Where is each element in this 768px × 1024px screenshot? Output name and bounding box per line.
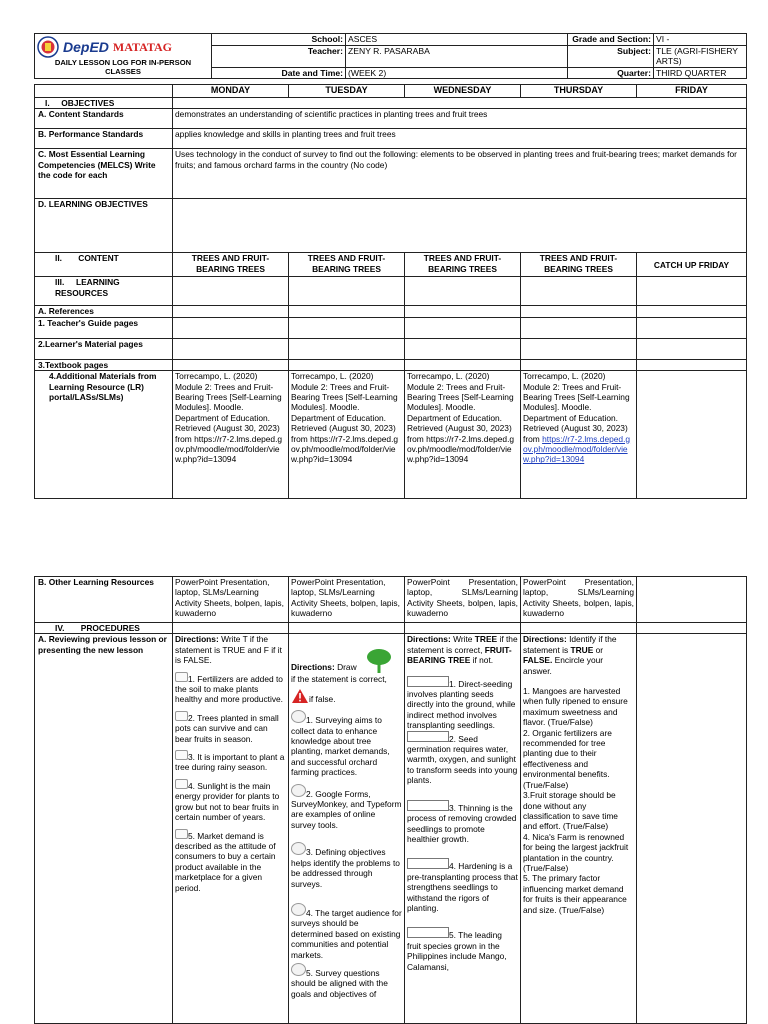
day-friday: FRIDAY (637, 85, 747, 98)
answer-box[interactable] (175, 829, 188, 839)
melcs-label: C. Most Essential Learning Competencies (MELCS) Write the code for each (35, 149, 173, 199)
blank-corner (35, 85, 173, 98)
answer-line[interactable] (407, 927, 449, 938)
teachers-guide-label: 1. Teacher's Guide pages (35, 317, 173, 338)
content-tuesday: TREES AND FRUIT-BEARING TREES (289, 253, 405, 277)
subject-value: TLE (AGRI-FISHERY ARTS) (654, 45, 747, 67)
grade-label: Grade and Section: (568, 34, 654, 46)
additional-materials-label: 4.Additional Materials from Learning Resource (LR) portal/LASs/SLMs) (35, 371, 173, 499)
deped-seal-icon (37, 36, 59, 58)
date-value: (WEEK 2) (346, 67, 568, 79)
content-thursday: TREES AND FRUIT-BEARING TREES (521, 253, 637, 277)
answer-circle[interactable] (291, 963, 306, 976)
objectives-heading: I. OBJECTIVES (35, 98, 173, 109)
log-title: DAILY LESSON LOG FOR IN-PERSON CLASSES (54, 58, 192, 76)
references-label: A. References (35, 306, 173, 317)
subject-label: Subject: (568, 45, 654, 67)
content-standards-label: A. Content Standards (35, 109, 173, 129)
learning-objectives-label: D. LEARNING OBJECTIVES (35, 199, 173, 253)
other-resources-label: B. Other Learning Resources (35, 577, 173, 623)
quarter-label: Quarter: (568, 67, 654, 79)
module-link[interactable]: https://r7-2.lms.deped.gov.ph/moodle/mod/folder/view.php?id=13094 (523, 433, 631, 465)
content-standards-value: demonstrates an understanding of scientific practices in planting trees and fruit trees (173, 109, 747, 129)
learning-resources-label: III. LEARNING RESOURCES (35, 277, 173, 306)
school-value: ASCES (346, 34, 568, 46)
day-tuesday: TUESDAY (289, 85, 405, 98)
day-monday: MONDAY (173, 85, 289, 98)
other-resources-thursday: PowerPoint Presentation, laptop, SLMs/Learning Activity Sheets, bolpen, lapis, kuwaderno (521, 577, 637, 623)
answer-box[interactable] (175, 672, 188, 682)
procedure-tuesday: Directions: Draw if the statement is correct, if false. 1. Surveying aims to collect data to enhance knowledge about tree planting, market demands, and successful orchard farming practices. 2. Google Forms, SurveyMonkey, and Typeform are examples of online survey tools. 3. Defining objectives helps identify the problems to be addressed through surveys. 4. The target audience for surveys should be determined based on existing communities and potential markets. 5. Survey questions should be aligned with the goals and objectives of (289, 634, 405, 1024)
lesson-log-table (34, 84, 746, 499)
reviewing-lesson-label: A. Reviewing previous lesson or presenting the new lesson (35, 634, 173, 1024)
performance-standards-value: applies knowledge and skills in planting trees and fruit trees (173, 129, 747, 149)
date-label: Date and Time: (212, 67, 346, 79)
lesson-log-header (34, 33, 746, 79)
grade-value: VI - (654, 34, 747, 46)
learners-material-label: 2.Learner's Material pages (35, 338, 173, 359)
quarter-value: THIRD QUARTER (654, 67, 747, 79)
catch-up-friday: CATCH UP FRIDAY (637, 253, 747, 277)
citation-thursday: Torrecampo, L. (2020) Module 2: Trees and Fruit-Bearing Trees [Self-Learning Modules]. Moodle. Department of Education. Retrieved (August 30, 2023) from https://r7-2.lms.deped.gov.ph/moodle/mod/folder/view.php?id=13094 (521, 371, 637, 499)
answer-line[interactable] (407, 800, 449, 811)
other-resources-monday: PowerPoint Presentation, laptop, SLMs/Learning Activity Sheets, bolpen, lapis, kuwaderno (173, 577, 289, 623)
teacher-value: ZENY R. PASARABA (346, 45, 568, 67)
other-resources-wednesday: PowerPoint Presentation, laptop, SLMs/Learning Activity Sheets, bolpen, lapis, kuwaderno (405, 577, 521, 623)
deped-logo-text: DepED (63, 38, 109, 55)
matatag-logo-text: MATATAG (112, 39, 173, 54)
answer-box[interactable] (175, 750, 188, 760)
answer-circle[interactable] (291, 903, 306, 916)
other-resources-tuesday: PowerPoint Presentation, laptop, SLMs/Learning Activity Sheets, bolpen, lapis, kuwaderno (289, 577, 405, 623)
textbook-label: 3.Textbook pages (35, 359, 173, 370)
procedures-heading: IV. PROCEDURES (35, 623, 173, 634)
procedures-table (34, 576, 746, 1024)
citation-wednesday: Torrecampo, L. (2020) Module 2: Trees and Fruit-Bearing Trees [Self-Learning Modules]. Moodle. Department of Education. Retrieved (August 30, 2023) from https://r7-2.lms.deped.gov.ph/moodle/mod/folder/view.php?id=13094 (405, 371, 521, 499)
citation-monday: Torrecampo, L. (2020) Module 2: Trees and Fruit-Bearing Trees [Self-Learning Modules]. Moodle. Department of Education. Retrieved (August 30, 2023) from https://r7-2.lms.deped.gov.ph/moodle/mod/folder/view.php?id=13094 (173, 371, 289, 499)
content-label: II. CONTENT (35, 253, 173, 277)
citation-tuesday: Torrecampo, L. (2020) Module 2: Trees and Fruit-Bearing Trees [Self-Learning Modules]. Moodle. Department of Education. Retrieved (August 30, 2023) from https://r7-2.lms.deped.gov.ph/moodle/mod/folder/view.php?id=13094 (289, 371, 405, 499)
procedure-thursday: Directions: Identify if the statement is TRUE or FALSE. Encircle your answer. 1. Mangoes are harvested when fully ripened to ensure maximum sweetness and flavor. (True/False) 2. Organic fertilizers are recommended for tree planting due to their effectiveness and environmental benefits. (True/False) 3.Fruit storage should be done without any classification to save time and effort. (True/False) 4. Nica's Farm is renowned for being the largest jackfruit plantation in the country. (True/False) 5. The primary factor influencing market demand for fruits is their appearance and size. (True/False) (521, 634, 637, 1024)
answer-box[interactable] (175, 711, 188, 721)
answer-line[interactable] (407, 731, 449, 742)
answer-box[interactable] (175, 779, 188, 789)
answer-circle[interactable] (291, 784, 306, 797)
day-wednesday: WEDNESDAY (405, 85, 521, 98)
tree-icon (365, 648, 393, 674)
answer-circle[interactable] (291, 710, 306, 723)
content-wednesday: TREES AND FRUIT-BEARING TREES (405, 253, 521, 277)
performance-standards-label: B. Performance Standards (35, 129, 173, 149)
day-thursday: THURSDAY (521, 85, 637, 98)
logo-cell (35, 34, 212, 79)
answer-line[interactable] (407, 676, 449, 687)
content-monday: TREES AND FRUIT-BEARING TREES (173, 253, 289, 277)
procedure-monday: Directions: Write T if the statement is TRUE and F if it is FALSE. 1. Fertilizers are added to the soil to make plants healthy and more productive. 2. Trees planted in small pots can survive and can bear fruits in season. 3. It is important to plant a tree during rainy season. 4. Sunlight is the main energy provider for plants to grow but not to bear fruits in certain number of years. 5. Market demand is described as the attitude of consumers to buy a certain product available in the marketplace for a given period. (173, 634, 289, 1024)
school-label: School: (212, 34, 346, 46)
answer-line[interactable] (407, 858, 449, 869)
answer-circle[interactable] (291, 842, 306, 855)
procedure-wednesday: Directions: Write TREE if the statement is correct, FRUIT-BEARING TREE if not. 1. Direct-seeding involves planting seeds directly into the ground, while indirect method involves transplanting seedlings. 2. Seed germination requires water, warmth, oxygen, and sunlight to transform seeds into young plants. 3. Thinning is the process of removing crowded seedlings to promote healthier growth. 4. Hardening is a pre-transplanting process that strengthens seedlings to withstand the rigors of planting. 5. The leading fruit species grown in the Philippines include Mango, Calamansi, (405, 634, 521, 1024)
warning-triangle-icon (291, 688, 309, 704)
melcs-value: Uses technology in the conduct of survey to find out the following: elements to be observed in planting trees and fruit-bearing trees; market demands for fruits; and famous orchard farms in the country (No code) (173, 149, 747, 199)
teacher-label: Teacher: (212, 45, 346, 67)
